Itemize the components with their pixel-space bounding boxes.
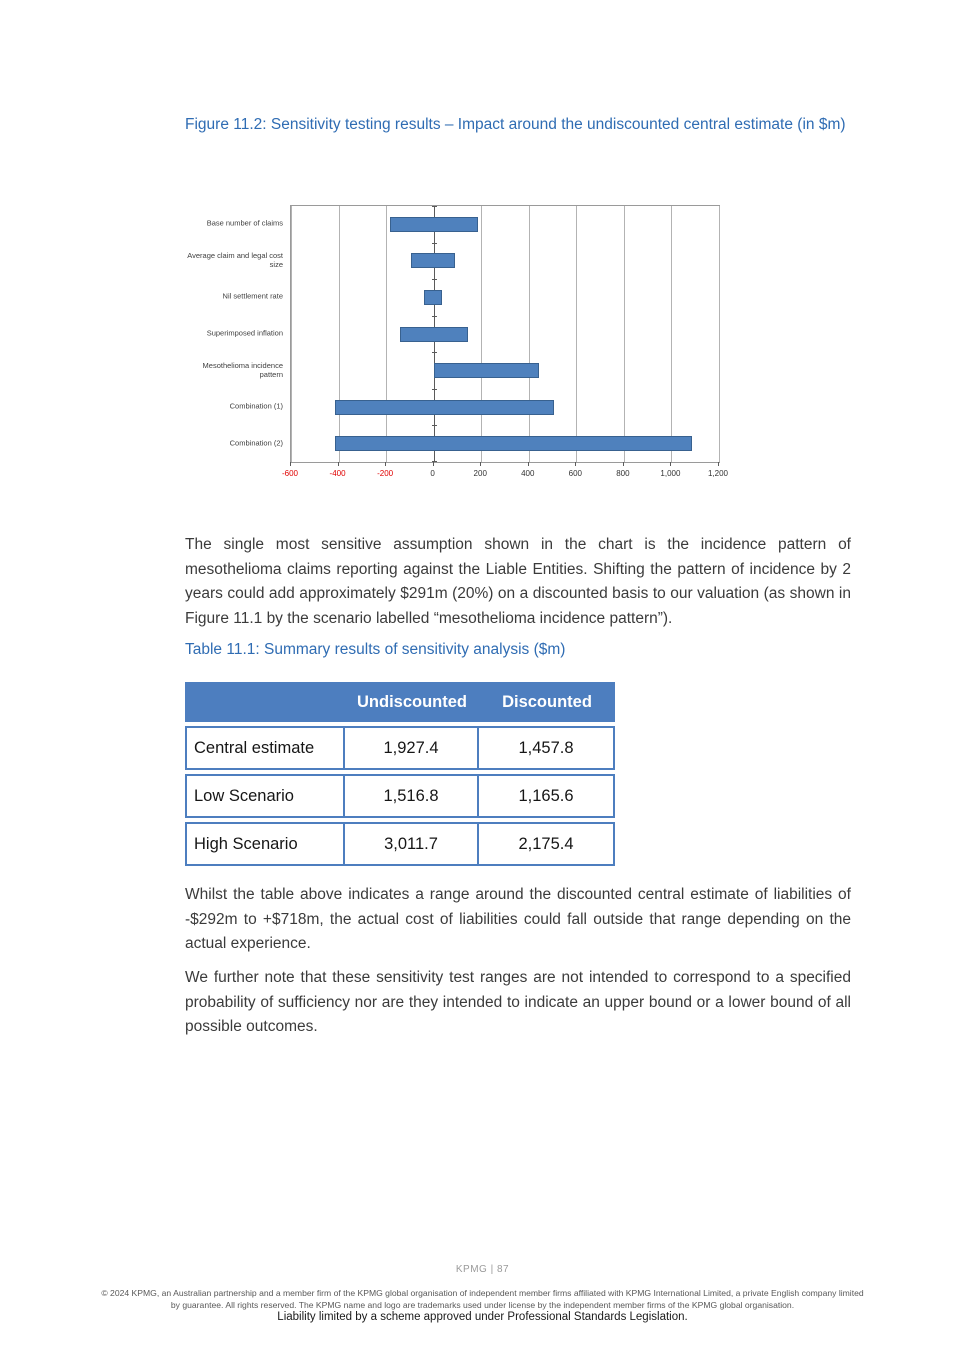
chart-bar — [400, 327, 468, 342]
gridline — [481, 206, 482, 462]
category-axis-tick — [432, 316, 437, 317]
x-axis-tick — [623, 462, 624, 466]
x-axis-tick — [338, 462, 339, 466]
category-axis-tick — [432, 352, 437, 353]
paragraph-note: We further note that these sensitivity test ranges are not intended to correspond to a specified probability of sufficiency nor are they intended to indicate an upper bound or a lower bound of all possible outcomes. — [185, 969, 851, 1036]
x-axis-tick-label: 1,000 — [660, 469, 681, 478]
chart-category-label: Combination (2) — [229, 438, 283, 448]
table-row-label: Central estimate — [185, 726, 345, 770]
table-value-cell: 1,516.8 — [345, 774, 479, 818]
x-axis-tick-label: 200 — [473, 469, 487, 478]
x-axis-tick — [575, 462, 576, 466]
chart-bar — [424, 290, 442, 305]
x-axis-tick-label: 400 — [521, 469, 535, 478]
gridline — [624, 206, 625, 462]
x-axis-tick — [385, 462, 386, 466]
category-axis-tick — [432, 243, 437, 244]
x-axis-tick-label: 800 — [616, 469, 630, 478]
chart-category-label: Mesothelioma incidence pattern — [202, 360, 283, 379]
chart-bar — [390, 217, 478, 232]
x-axis-tick-label: 1,200 — [707, 469, 729, 478]
category-axis-tick — [432, 279, 437, 280]
table-value-cell: 1,165.6 — [479, 774, 615, 818]
x-axis-tick-label: 0 — [430, 469, 435, 478]
chart-category-label: Nil settlement rate — [222, 291, 283, 301]
table-value-cell: 2,175.4 — [479, 822, 615, 866]
chart-category-label: Base number of claims — [206, 218, 283, 228]
page-number: KPMG | 87 — [455, 1264, 510, 1275]
x-axis-tick-label: -400 — [329, 469, 346, 478]
chart-bar — [335, 436, 692, 451]
x-axis-tick — [433, 462, 434, 466]
sensitivity-tornado-chart — [185, 198, 745, 490]
paragraph-sensitivity: The single most sensitive assumption shown in the chart is the incidence pattern of mesothelioma claims reporting against the Liable Entities. Shifting the pattern of incidence by 2 years could add approximately $291m (20%) on a discounted basis to our valuation (as shown in Figure 11.1 by the scenario labelled “mesothelioma incidence pattern”). — [185, 536, 851, 627]
gridline — [386, 206, 387, 462]
table-header-cell: Undiscounted — [345, 682, 479, 722]
table-value-cell: 3,011.7 — [345, 822, 479, 866]
table-row — [185, 726, 615, 770]
category-axis-tick — [432, 206, 437, 207]
chart-bar — [411, 253, 455, 268]
category-axis-tick — [432, 425, 437, 426]
table-header-cell — [185, 682, 345, 722]
gridline — [339, 206, 340, 462]
table-header-row — [185, 682, 615, 722]
x-axis-tick — [290, 462, 291, 466]
chart-category-label: Average claim and legal cost size — [187, 250, 283, 269]
chart-bar — [335, 400, 554, 415]
table-value-cell: 1,927.4 — [345, 726, 479, 770]
table-row-label: Low Scenario — [185, 774, 345, 818]
x-axis-tick-label: 600 — [568, 469, 583, 478]
x-axis-tick-label: -600 — [281, 469, 299, 478]
chart-plot-area — [290, 205, 720, 463]
gridline — [529, 206, 530, 462]
table-row — [185, 822, 615, 866]
table-header-cell: Discounted — [479, 682, 615, 722]
chart-category-label: Combination (1) — [229, 401, 283, 411]
gridline — [576, 206, 577, 462]
table-value-cell: 1,457.8 — [479, 726, 615, 770]
figure-title: Figure 11.2: Sensitivity testing results – Impact around the undiscounted central estimate (in $m) — [185, 116, 846, 133]
chart-bar — [434, 363, 540, 378]
x-axis-tick — [670, 462, 671, 466]
gridline — [719, 206, 720, 462]
x-axis-tick — [718, 462, 719, 466]
chart-category-label: Superimposed inflation — [206, 328, 283, 338]
summary-table — [185, 682, 615, 870]
table-row-label: High Scenario — [185, 822, 345, 866]
paragraph-range: Whilst the table above indicates a range around the discounted central estimate of liabilities of -$292m to +$718m, the actual cost of liabilities could fall outside that range depending on the actual experience. — [185, 886, 851, 953]
x-axis-tick — [480, 462, 481, 466]
table-title: Table 11.1: Summary results of sensitivity analysis ($m) — [185, 641, 566, 658]
x-axis-tick-label: -200 — [377, 469, 394, 478]
copyright-text: © 2024 KPMG, an Australian partnership and a member firm of the KPMG global organisation of independent member firms affiliated with KPMG International Limited, a private English company limited by guarantee. All rights reserved. The KPMG name and logo are trademarks used under license by the independent member firms of the KPMG global organisation. — [101, 1288, 864, 1310]
liability-note: Liability limited by a scheme approved under Professional Standards Legislation. — [277, 1311, 688, 1323]
gridline — [671, 206, 672, 462]
gridline — [291, 206, 292, 462]
x-axis-tick — [528, 462, 529, 466]
table-row — [185, 774, 615, 818]
category-axis-tick — [432, 389, 437, 390]
